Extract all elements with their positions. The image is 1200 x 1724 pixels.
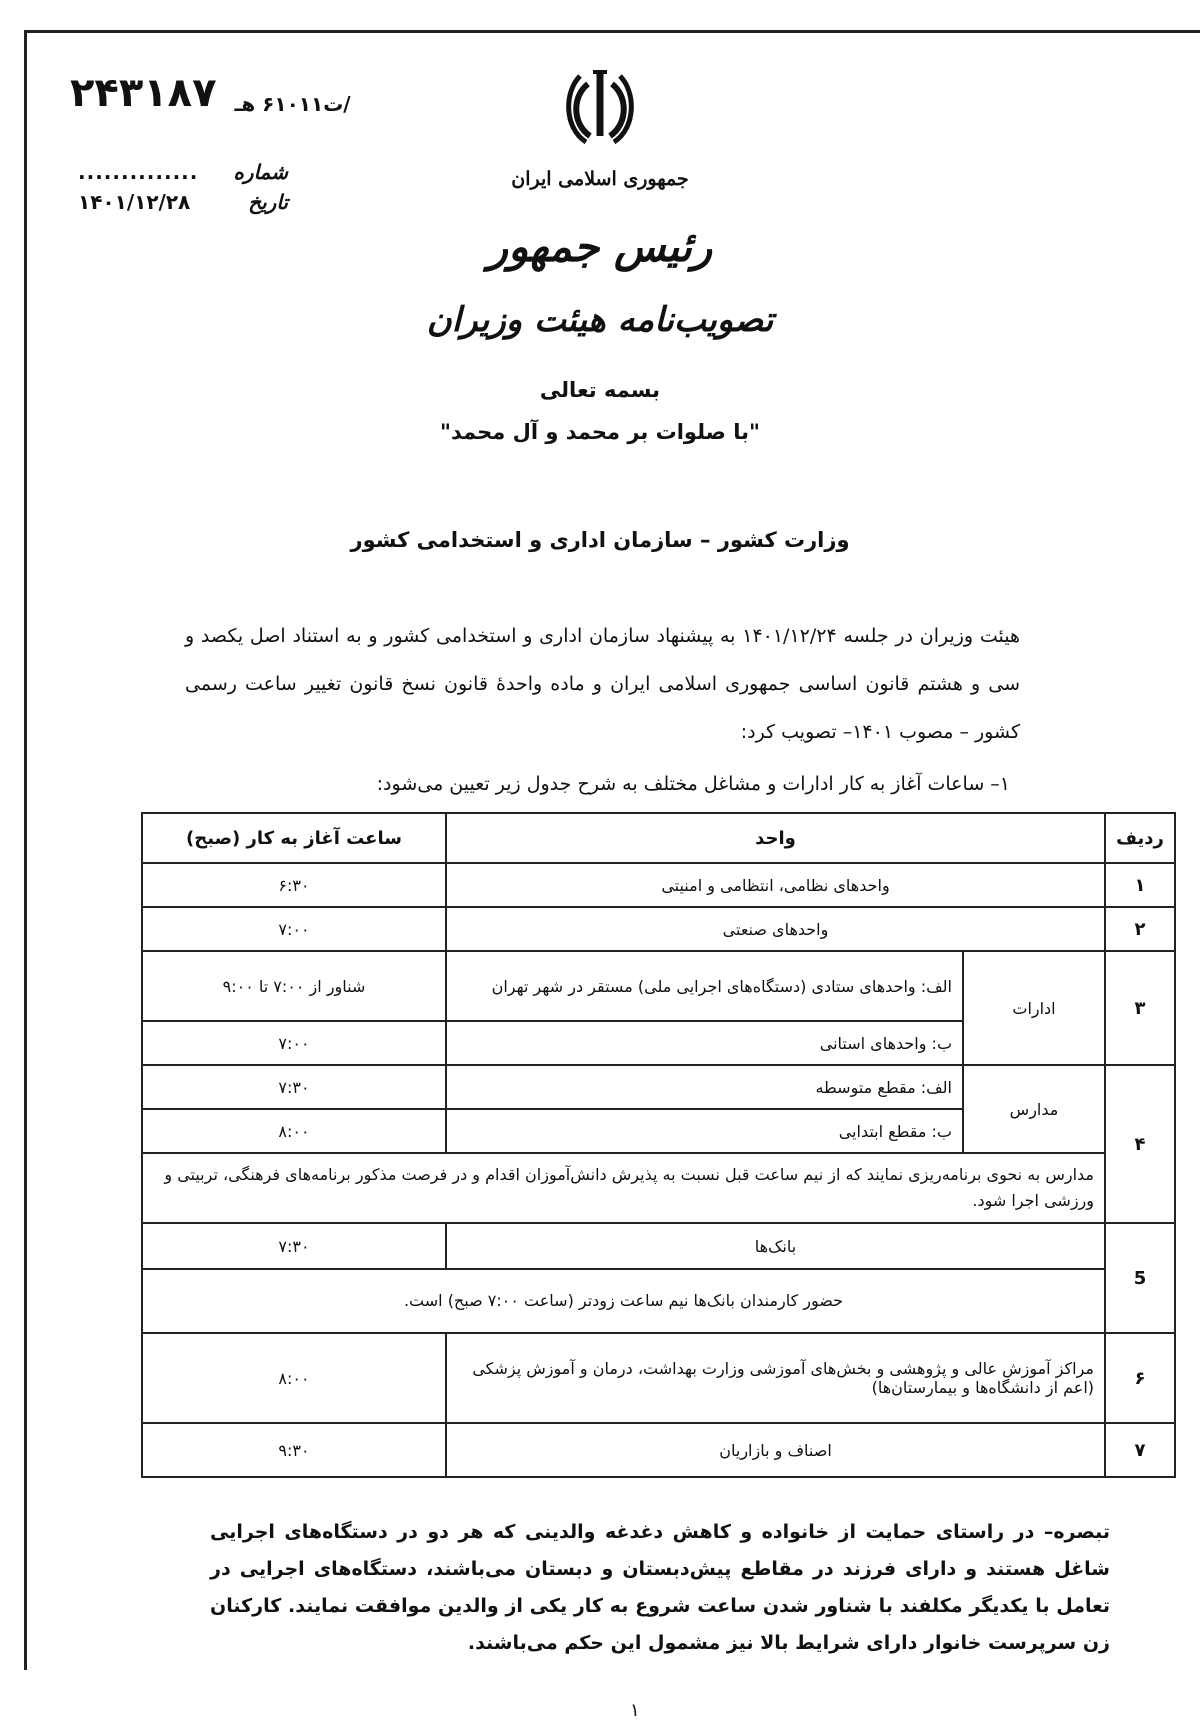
table-row — [142, 1333, 1175, 1423]
row-number: ۳ — [1105, 951, 1175, 1065]
time-cell: ۸:۰۰ — [142, 1333, 446, 1423]
page-border-top — [24, 30, 1200, 33]
time-cell: ۷:۰۰ — [142, 907, 446, 951]
time-cell: ۹:۳۰ — [142, 1423, 446, 1477]
table-row — [142, 1153, 1175, 1223]
table-header — [142, 813, 1175, 863]
note-paragraph: تبصره– در راستای حمایت از خانواده و کاهش دغدغه والدینی که هر دو در دستگاه‌های اجرایی شاغل هستند و دارای فرزند در مقاطع پیش‌دبستان و دبستان می‌باشند، دستگاه‌های اجرایی در تعامل با یکدیگر مکلفند با شناور شدن ساعت شروع به کار یکی از والدین موافقت نمایند. کارکنان زن سرپرست خانوار دارای شرایط بالا نیز مشمول این حکم می‌باشند. — [210, 1521, 1110, 1654]
table-row — [142, 1423, 1175, 1477]
header-row: ردیف — [1105, 813, 1175, 863]
time-cell: شناور از ۷:۰۰ تا ۹:۰۰ — [142, 951, 446, 1021]
number-value: .............. — [78, 160, 199, 184]
unit-cell: بانک‌ها — [446, 1223, 1105, 1269]
intro-paragraph: هیئت وزیران در جلسه ۱۴۰۱/۱۲/۲۴ به پیشنهاد سازمان اداری و استخدامی کشور و به استناد اصل یکصد و سی و هشتم قانون اساسی جمهوری اسلامی ایران و ماده واحدۀ قانون نسخ قانون تغییر ساعت رسمی کشور – مصوب ۱۴۰۱– تصویب کرد: — [185, 625, 1020, 743]
row-number: 5 — [1105, 1223, 1175, 1333]
emblem-icon — [0, 66, 1200, 156]
unit-cell: واحدهای صنعتی — [446, 907, 1105, 951]
time-cell: ۶:۳۰ — [142, 863, 446, 907]
page-border-left — [24, 30, 27, 1670]
unit-cell: ب: مقطع ابتدایی — [446, 1109, 963, 1153]
date-line — [78, 190, 288, 214]
table-row — [142, 907, 1175, 951]
bismillah: بسمه تعالی — [539, 378, 661, 402]
unit-cell: الف: مقطع متوسطه — [446, 1065, 963, 1109]
row-number: ۴ — [1105, 1065, 1175, 1223]
working-hours-table — [141, 812, 1176, 1478]
ministry-heading: وزارت کشور – سازمان اداری و استخدامی کشور — [350, 528, 850, 552]
intro-text — [185, 612, 1020, 808]
row-number: ۲ — [1105, 907, 1175, 951]
row-number: ۶ — [1105, 1333, 1175, 1423]
unit-cell: واحدهای نظامی، انتظامی و امنیتی — [446, 863, 1105, 907]
header-time: ساعت آغاز به کار (صبح) — [142, 813, 446, 863]
unit-cell: الف: واحدهای ستادی (دستگاه‌های اجرایی ملی) مستقر در شهر تهران — [446, 951, 963, 1021]
unit-cell: اصناف و بازاریان — [446, 1423, 1105, 1477]
time-cell: ۷:۳۰ — [142, 1065, 446, 1109]
item-1: ۱– ساعات آغاز به کار ادارات و مشاغل مختلف به شرح جدول زیر تعیین می‌شود: — [376, 773, 1010, 795]
table-row — [142, 951, 1175, 1021]
table-row — [142, 1223, 1175, 1269]
unit-cell: مراکز آموزش عالی و پژوهشی و بخش‌های آموزشی وزارت بهداشت، درمان و آموزش پزشکی (اعم از دانشگاه‌ها و بیمارستان‌ها) — [446, 1333, 1105, 1423]
table-row — [142, 1269, 1175, 1333]
reference-serial: ۲۴۳۱۸۷ — [70, 70, 217, 116]
decree-title: تصویب‌نامه هیئت وزیران — [426, 300, 774, 340]
group-cell: مدارس — [963, 1065, 1105, 1153]
president-title: رئیس جمهور — [487, 222, 713, 271]
date-value: ۱۴۰۱/۱۲/۲۸ — [78, 190, 191, 214]
time-cell: ۷:۳۰ — [142, 1223, 446, 1269]
note-cell: مدارس به نحوی برنامه‌ریزی نمایند که از نیم ساعت قبل نسبت به پذیرش دانش‌آموزان اقدام و در فرصت مذکور برنامه‌های فرهنگی، تربیتی و ورزشی اجرا شود. — [142, 1153, 1105, 1223]
time-cell: ۷:۰۰ — [142, 1021, 446, 1065]
table-row — [142, 863, 1175, 907]
number-label: شماره — [233, 160, 288, 184]
header-unit: واحد — [446, 813, 1105, 863]
time-cell: ۸:۰۰ — [142, 1109, 446, 1153]
table-row — [142, 1065, 1175, 1109]
salawat: "با صلوات بر محمد و آل محمد" — [440, 420, 760, 444]
date-label: تاریخ — [248, 190, 288, 214]
row-number: ۱ — [1105, 863, 1175, 907]
reference-code: /ت۶۱۰۱۱ هـ — [234, 92, 351, 116]
unit-cell: ب: واحدهای استانی — [446, 1021, 963, 1065]
group-cell: ادارات — [963, 951, 1105, 1065]
note-cell: حضور کارمندان بانک‌ها نیم ساعت زودتر (ساعت ۷:۰۰ صبح) است. — [142, 1269, 1105, 1333]
republic-title: جمهوری اسلامی ایران — [511, 168, 689, 190]
page-number: ۱ — [630, 1700, 640, 1721]
row-number: ۷ — [1105, 1423, 1175, 1477]
